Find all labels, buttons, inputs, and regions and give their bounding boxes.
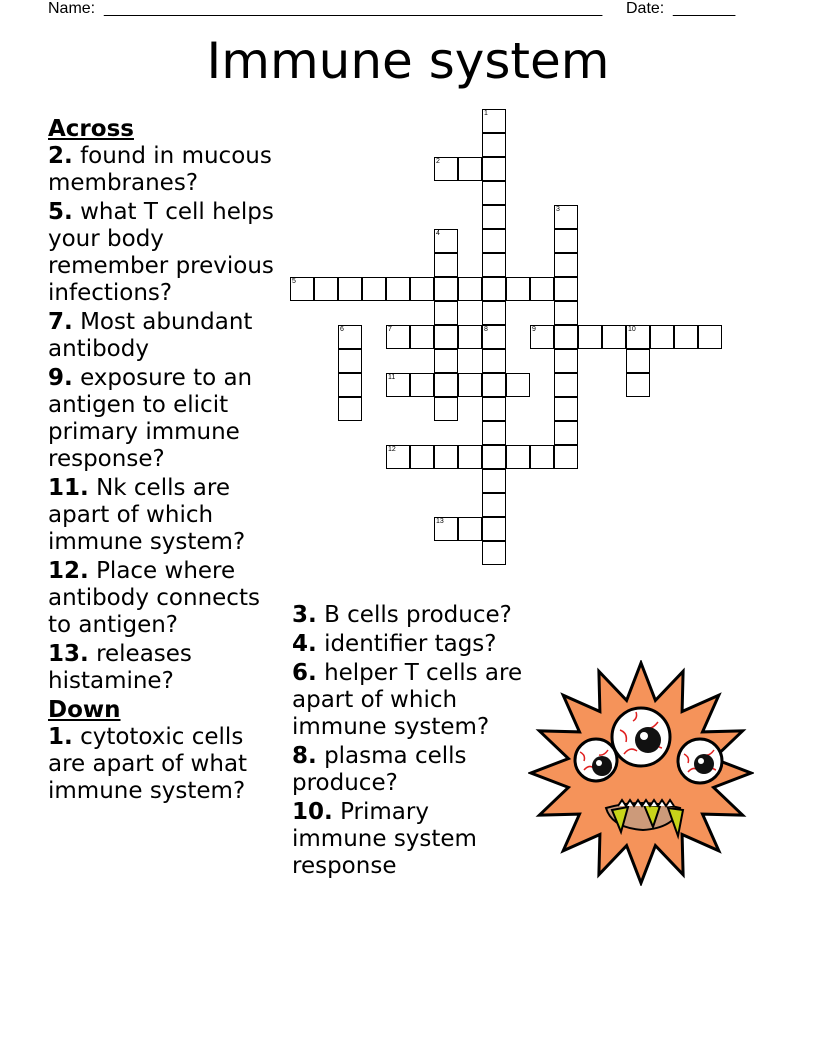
clue-number: 12.	[48, 558, 89, 584]
clue-text: helper T cells are apart of which immune system?	[292, 660, 523, 740]
grid-cell[interactable]	[506, 445, 530, 469]
grid-cell[interactable]	[482, 181, 506, 205]
clue-number: 4.	[292, 631, 317, 657]
clue-number: 5.	[48, 199, 73, 225]
grid-cell[interactable]	[626, 325, 650, 349]
page-title: Immune system	[206, 32, 610, 90]
date-label: Date:	[626, 0, 665, 17]
grid-cell[interactable]	[554, 229, 578, 253]
clue-number: 8.	[292, 743, 317, 769]
grid-cell[interactable]	[482, 445, 506, 469]
clue-text: releases histamine?	[48, 641, 192, 694]
grid-cell[interactable]	[554, 277, 578, 301]
grid-cell[interactable]	[482, 109, 506, 133]
grid-cell[interactable]	[482, 325, 506, 349]
clue-number: 1.	[48, 724, 73, 750]
grid-cell[interactable]	[458, 445, 482, 469]
clue-item	[292, 743, 524, 797]
clue-number: 11.	[48, 475, 89, 501]
grid-cell[interactable]	[386, 277, 410, 301]
grid-cell[interactable]	[434, 373, 458, 397]
grid-cell[interactable]	[434, 157, 458, 181]
grid-cell[interactable]	[482, 133, 506, 157]
clue-text: cytotoxic cells are apart of what immune system?	[48, 724, 248, 804]
grid-cell[interactable]	[530, 277, 554, 301]
grid-cell-number: 9	[532, 326, 536, 333]
clue-number: 2.	[48, 143, 73, 169]
grid-cell-number: 2	[436, 158, 440, 165]
clue-number: 10.	[292, 799, 333, 825]
grid-cell[interactable]	[674, 325, 698, 349]
grid-cell[interactable]	[554, 325, 578, 349]
clue-item	[292, 660, 524, 741]
grid-cell-number: 5	[292, 278, 296, 285]
grid-cell[interactable]	[338, 277, 362, 301]
down-clue-list-continued	[292, 602, 524, 880]
clue-item	[292, 631, 524, 658]
grid-cell[interactable]	[482, 277, 506, 301]
grid-cell-number: 13	[436, 518, 444, 525]
grid-cell[interactable]	[458, 277, 482, 301]
clue-item	[48, 475, 283, 556]
grid-cell[interactable]	[482, 421, 506, 445]
grid-cell[interactable]	[650, 325, 674, 349]
clue-item	[48, 143, 283, 197]
grid-cell[interactable]	[362, 277, 386, 301]
clue-item	[292, 602, 524, 629]
grid-cell-number: 3	[556, 206, 560, 213]
grid-cell[interactable]	[482, 349, 506, 373]
grid-cell[interactable]	[434, 349, 458, 373]
clue-item	[48, 558, 283, 639]
grid-cell[interactable]	[434, 517, 458, 541]
grid-cell[interactable]	[338, 397, 362, 421]
clue-item	[48, 641, 283, 695]
grid-cell[interactable]	[554, 349, 578, 373]
grid-cell[interactable]	[626, 349, 650, 373]
grid-cell[interactable]	[554, 373, 578, 397]
clue-number: 3.	[292, 602, 317, 628]
clue-text: plasma cells produce?	[292, 743, 467, 796]
grid-cell-number: 10	[628, 326, 636, 333]
grid-cell-number: 8	[484, 326, 488, 333]
grid-cell-number: 1	[484, 110, 488, 117]
eye-right	[678, 739, 722, 783]
clue-item	[48, 365, 283, 473]
clue-item	[48, 199, 283, 307]
grid-cell[interactable]	[434, 253, 458, 277]
clue-text: found in mucous membranes?	[48, 143, 272, 196]
grid-cell-number: 11	[388, 374, 396, 381]
grid-cell[interactable]	[482, 157, 506, 181]
clue-text: B cells produce?	[324, 602, 512, 628]
grid-cell[interactable]	[482, 373, 506, 397]
clue-number: 7.	[48, 309, 73, 335]
clue-text: identifier tags?	[324, 631, 497, 657]
grid-cell[interactable]	[482, 397, 506, 421]
germ-monster-icon	[528, 660, 754, 886]
grid-cell[interactable]	[602, 325, 626, 349]
grid-cell-number: 6	[340, 326, 344, 333]
name-field[interactable]: ________________________________________________________	[104, 0, 603, 17]
grid-cell[interactable]	[530, 325, 554, 349]
grid-cell[interactable]	[506, 373, 530, 397]
grid-cell[interactable]	[506, 277, 530, 301]
grid-cell[interactable]	[338, 373, 362, 397]
grid-cell[interactable]	[698, 325, 722, 349]
down-heading: Down	[48, 697, 121, 723]
grid-cell[interactable]	[554, 253, 578, 277]
clue-text: Nk cells are apart of which immune system?	[48, 475, 246, 555]
grid-cell[interactable]	[434, 325, 458, 349]
grid-cell[interactable]	[530, 445, 554, 469]
eye-center	[612, 708, 670, 766]
grid-cell[interactable]	[554, 397, 578, 421]
grid-cell[interactable]	[410, 277, 434, 301]
grid-cell[interactable]	[410, 373, 434, 397]
clue-item	[48, 309, 283, 363]
clue-text: Place where antibody connects to antigen?	[48, 558, 260, 638]
grid-cell[interactable]	[458, 373, 482, 397]
clue-item	[48, 724, 283, 805]
grid-cell[interactable]	[434, 445, 458, 469]
grid-cell[interactable]	[410, 445, 434, 469]
grid-cell[interactable]	[434, 301, 458, 325]
grid-cell[interactable]	[458, 325, 482, 349]
clue-number: 9.	[48, 365, 73, 391]
grid-cell[interactable]	[578, 325, 602, 349]
grid-cell-number: 12	[388, 446, 396, 453]
grid-cell[interactable]	[482, 301, 506, 325]
grid-cell[interactable]	[554, 421, 578, 445]
clue-text: what T cell helps your body remember previous infections?	[48, 199, 274, 306]
grid-cell[interactable]	[410, 325, 434, 349]
down-clue-list	[48, 724, 283, 805]
grid-cell-number: 7	[388, 326, 392, 333]
grid-cell[interactable]	[554, 205, 578, 229]
grid-cell[interactable]	[314, 277, 338, 301]
date-field[interactable]: _______	[673, 0, 736, 17]
grid-cell[interactable]	[434, 397, 458, 421]
grid-cell[interactable]	[482, 493, 506, 517]
grid-cell[interactable]	[434, 229, 458, 253]
across-heading: Across	[48, 116, 134, 142]
grid-cell[interactable]	[338, 349, 362, 373]
clue-number: 13.	[48, 641, 89, 667]
across-clue-list	[48, 143, 283, 695]
grid-cell[interactable]	[386, 325, 410, 349]
grid-cell[interactable]	[482, 253, 506, 277]
eye-left	[575, 739, 617, 781]
grid-cell[interactable]	[434, 277, 458, 301]
grid-cell[interactable]	[482, 517, 506, 541]
grid-cell[interactable]	[482, 541, 506, 565]
grid-cell-number: 4	[436, 230, 440, 237]
grid-cell[interactable]	[290, 277, 314, 301]
grid-cell[interactable]	[458, 517, 482, 541]
left-clue-column	[48, 116, 283, 807]
grid-cell[interactable]	[386, 373, 410, 397]
name-label: Name:	[48, 0, 96, 17]
grid-cell[interactable]	[386, 445, 410, 469]
clue-text: exposure to an antigen to elicit primary immune response?	[48, 365, 253, 472]
grid-cell[interactable]	[482, 469, 506, 493]
clue-item	[292, 799, 524, 880]
grid-cell[interactable]	[554, 445, 578, 469]
clue-text: Primary immune system response	[292, 799, 477, 879]
grid-cell[interactable]	[458, 157, 482, 181]
grid-cell[interactable]	[338, 325, 362, 349]
clue-text: Most abundant antibody	[48, 309, 253, 362]
grid-cell[interactable]	[626, 373, 650, 397]
grid-cell[interactable]	[482, 229, 506, 253]
grid-cell[interactable]	[482, 205, 506, 229]
grid-cell[interactable]	[554, 301, 578, 325]
clue-number: 6.	[292, 660, 317, 686]
middle-clue-column	[292, 602, 524, 882]
